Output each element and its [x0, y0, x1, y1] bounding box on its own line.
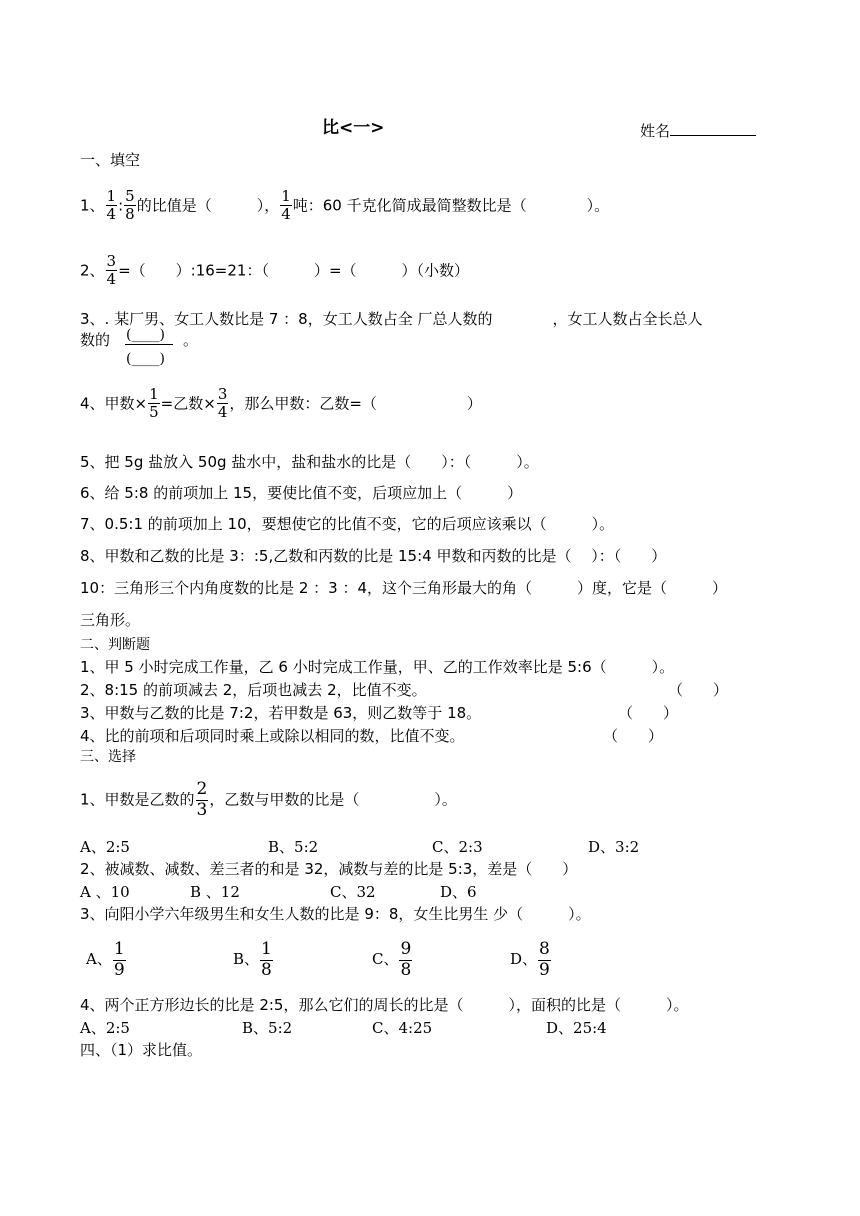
judge-1: 1、甲 5 小时完成工作量，乙 6 小时完成工作量，甲、乙的工作效率比是 5:6（ ）。: [80, 658, 675, 676]
choice-4-option-a[interactable]: A、2:5: [80, 1019, 130, 1037]
question-1-3-line2: 数的: [80, 331, 111, 349]
name-blank[interactable]: [670, 121, 756, 136]
question-1-4: 4、甲数× $\frac{1}{5}$ =乙数× $\frac{3}{4}$ ，那么甲数：乙数=（ ）: [80, 385, 482, 422]
judge-4: 4、比的前项和后项同时乘上或除以相同的数，比值不变。: [80, 727, 465, 745]
choice-3-option-d[interactable]: D、 $\frac{8}{9}$: [510, 939, 550, 980]
question-1-7: 7、0.5:1 的前项加上 10，要想使它的比值不变，它的后项应该乘以（ ）。: [80, 515, 615, 533]
section-4-heading: 四、（1）求比值。: [80, 1041, 203, 1059]
question-1-2: 2、 $\frac{3}{4}$ =（ ）:16=21：（ ）=（ ）（小数）: [80, 252, 470, 289]
judge-3: 3、甲数与乙数的比是 7:2，若甲数是 63，则乙数等于 18。: [80, 704, 482, 722]
choice-3-option-c[interactable]: C、 $\frac{9}{8}$: [372, 939, 412, 980]
choice-4-option-c[interactable]: C、4:25: [372, 1019, 433, 1037]
page-title: 比<一>: [322, 118, 385, 138]
question-1-3-line1: 3、. 某厂男、女工人数比是 7 ：8，女工人数占全 厂总人数的 ，女工人数占全长总人: [80, 310, 703, 328]
choice-2-option-d[interactable]: D、6: [440, 883, 477, 901]
choice-3-option-a[interactable]: A、 $\frac{1}{9}$: [86, 939, 125, 980]
question-1-5: 5、把 5g 盐放入 50g 盐水中，盐和盐水的比是（ ）：（ ）。: [80, 453, 539, 471]
question-1-1: 1、 $\frac{1}{4}$ : $\frac{5}{8}$ 的比值是（ ）， $\frac{1}{4}$ 吨：60 千克化简成最简整数比是（ ）。: [80, 187, 610, 224]
judge-3-answer[interactable]: （ ）: [618, 704, 679, 722]
choice-2-option-b[interactable]: B 、12: [190, 883, 240, 901]
question-1-8: 8、甲数和乙数的比是 3：:5,乙数和丙数的比是 15:4 甲数和丙数的比是（ ）：（ ）: [80, 547, 667, 565]
choice-2: 2、被减数、减数、差三者的和是 32，减数与差的比是 5:3，差是（ ）: [80, 860, 578, 878]
choice-2-option-c[interactable]: C、32: [330, 883, 376, 901]
question-1-6: 6、给 5:8 的前项加上 15，要使比值不变，后项应加上（ ）: [80, 484, 523, 502]
judge-2: 2、8:15 的前项减去 2，后项也减去 2，比值不变。: [80, 681, 427, 699]
choice-1: 1、甲数是乙数的 $\frac{2}{3}$ ，乙数与甲数的比是（ ）。: [80, 779, 457, 820]
choice-2-option-a[interactable]: A 、10: [80, 883, 130, 901]
choice-1-option-b[interactable]: B、5:2: [268, 838, 319, 856]
choice-4: 4、两个正方形边长的比是 2:5，那么它们的周长的比是（ ），面积的比是（ ）。: [80, 996, 689, 1014]
name-label: 姓名: [640, 122, 671, 140]
name-field[interactable]: [640, 121, 756, 139]
fraction-blank-top[interactable]: (____): [126, 327, 165, 343]
section-3-heading: 三、选择: [80, 749, 136, 765]
choice-3: 3、向阳小学六年级男生和女生人数的比是 9：8，女生比男生 少（ ）。: [80, 905, 591, 923]
choice-1-option-a[interactable]: A、2:5: [80, 838, 130, 856]
choice-1-option-d[interactable]: D、3:2: [588, 838, 640, 856]
fraction-bar: [125, 344, 173, 345]
question-1-3-end: 。: [183, 331, 199, 349]
fraction-blank-bottom[interactable]: (____): [126, 351, 165, 367]
question-1-10-cont: 三角形。: [80, 611, 141, 629]
judge-2-answer[interactable]: （ ）: [668, 681, 729, 699]
section-1-heading: 一、填空: [80, 151, 141, 169]
question-1-10: 10：三角形三个内角度数的比是 2 ：3 ：4，这个三角形最大的角（ ）度，它是（ ）: [80, 579, 728, 597]
choice-3-option-b[interactable]: B、 $\frac{1}{8}$: [233, 939, 272, 980]
choice-4-option-b[interactable]: B、5:2: [242, 1019, 293, 1037]
section-2-heading: 二、判断题: [80, 637, 150, 653]
judge-4-answer[interactable]: （ ）: [603, 727, 664, 745]
choice-1-option-c[interactable]: C、2:3: [432, 838, 483, 856]
choice-4-option-d[interactable]: D、25:4: [546, 1019, 607, 1037]
